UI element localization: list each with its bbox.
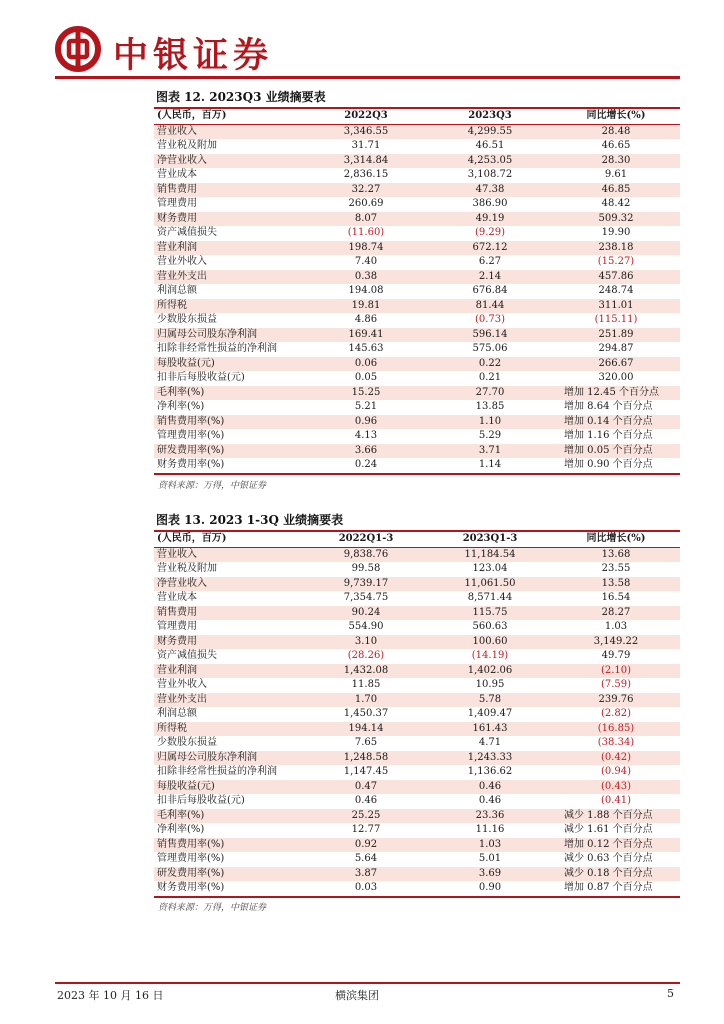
table-cell: 12.77 [351, 824, 381, 835]
table-cell: 13.85 [475, 401, 505, 412]
table-cell: 28.30 [601, 154, 631, 166]
row-label: 营业外支出 [157, 270, 207, 282]
row-label: 营业成本 [157, 592, 197, 603]
table-header-row [154, 531, 680, 547]
row-label: 销售费用 [157, 606, 197, 618]
table-cell: 251.89 [598, 328, 634, 340]
table-row [154, 168, 680, 183]
table-row [154, 342, 680, 357]
row-label: 净利率(%) [157, 401, 205, 412]
table-cell: 增加 0.14 个百分点 [564, 415, 653, 427]
table-row [154, 562, 680, 577]
table-cell: 169.41 [348, 328, 384, 340]
table-row [154, 241, 680, 256]
footer-divider [55, 982, 680, 984]
row-label: 净营业收入 [157, 577, 207, 589]
table-cell: 145.63 [348, 343, 384, 354]
table-cell: 4,299.55 [467, 125, 513, 137]
table-cell: 减少 0.18 个百分点 [564, 867, 653, 879]
row-label: 财务费用 [157, 212, 197, 224]
row-label: 管理费用率(%) [157, 853, 225, 864]
table-cell: 260.69 [348, 198, 384, 209]
table-cell: 28.48 [601, 125, 631, 137]
table-cell: 1,450.37 [343, 708, 389, 719]
table-cell: 11.16 [475, 824, 505, 835]
table-cell: 1.70 [354, 693, 378, 705]
row-label: 利润总额 [157, 708, 197, 719]
table-cell: 3.69 [478, 867, 502, 879]
table-cell: (0.73) [474, 314, 506, 325]
table-cell: 46.51 [475, 140, 505, 151]
table-cell: (2.82) [600, 708, 632, 719]
row-label: 管理费用率(%) [157, 430, 225, 441]
table-row [154, 765, 680, 780]
table-cell: (0.41) [600, 795, 632, 806]
table-cell: 386.90 [472, 198, 508, 209]
table-cell: 3,346.55 [343, 125, 389, 137]
table-cell: 增加 12.45 个百分点 [564, 386, 659, 398]
table-cell: (2.10) [600, 664, 632, 676]
table-cell: 560.63 [472, 621, 508, 632]
table-cell: 672.12 [472, 241, 508, 253]
table-row [154, 313, 680, 328]
row-label: 毛利率(%) [157, 809, 205, 821]
table-cell: 25.25 [351, 809, 381, 821]
row-label: 营业外收入 [157, 679, 207, 690]
column-header: 2023Q1-3 [428, 531, 552, 547]
row-label: 研发费用率(%) [157, 867, 225, 879]
table-cell: 0.92 [354, 838, 378, 850]
table-row [154, 429, 680, 444]
table-row [154, 328, 680, 343]
source-note: 资料来源：万得，中银证券 [158, 481, 267, 491]
table-row [154, 823, 680, 838]
table-cell: 90.24 [351, 606, 381, 618]
row-label: 归属母公司股东净利润 [157, 751, 257, 763]
row-label: 净营业收入 [157, 154, 207, 166]
table-cell: 1.03 [478, 838, 502, 850]
bank-of-china-logo-icon [55, 26, 101, 72]
row-label: 财务费用率(%) [157, 882, 225, 893]
table-cell: 3.87 [354, 867, 378, 879]
table-cell: 减少 1.88 个百分点 [564, 809, 653, 821]
table-cell: 575.06 [472, 343, 508, 354]
source-note: 资料来源：万得，中银证券 [158, 903, 267, 913]
table-row [154, 371, 680, 386]
table-cell: 320.00 [598, 372, 634, 383]
row-label: 扣除非经常性损益的净利润 [157, 343, 277, 354]
table-cell: 7,354.75 [343, 592, 389, 603]
table-cell: 15.25 [351, 386, 381, 398]
column-header: 同比增长(%) [552, 108, 680, 124]
table-row [154, 124, 680, 139]
row-label: 财务费用率(%) [157, 459, 225, 470]
table-cell: 增加 0.05 个百分点 [564, 444, 653, 456]
table-cell: (28.26) [347, 650, 385, 661]
row-label: 扣非后每股收益(元) [157, 795, 245, 806]
row-label: 销售费用 [157, 183, 197, 195]
table-row [154, 226, 680, 241]
table-cell: 5.29 [478, 430, 502, 441]
table-row [154, 664, 680, 679]
table-cell: 19.90 [601, 227, 631, 238]
table-cell: 1,432.08 [343, 664, 389, 676]
row-label: 净利率(%) [157, 824, 205, 835]
table-cell: 0.96 [354, 415, 378, 427]
table-cell: 248.74 [598, 285, 634, 296]
column-header: 2022Q3 [304, 108, 428, 124]
table-row [154, 620, 680, 635]
table-cell: 3.66 [354, 444, 378, 456]
table-cell: 123.04 [472, 563, 508, 574]
table-row [154, 577, 680, 592]
row-label: 营业外收入 [157, 256, 207, 267]
table-cell: 0.47 [354, 780, 378, 792]
table-cell: 3,149.22 [593, 635, 639, 647]
table-cell: 1,409.47 [467, 708, 513, 719]
row-label: 资产减值损失 [157, 227, 217, 238]
q1-3-summary-table [154, 530, 680, 898]
company-name: 横滨集团 [335, 989, 379, 1002]
column-header: 2022Q1-3 [304, 531, 428, 547]
table-row [154, 794, 680, 809]
table-cell: 23.36 [475, 809, 505, 821]
row-label: 扣非后每股收益(元) [157, 372, 245, 383]
table-row [154, 386, 680, 401]
row-label: 利润总额 [157, 285, 197, 296]
table-cell: 10.95 [475, 679, 505, 690]
table-cell: (0.43) [600, 780, 632, 792]
table-row [154, 606, 680, 621]
header-divider [55, 76, 680, 79]
table-cell: 8,571.44 [467, 592, 513, 603]
table-row [154, 444, 680, 459]
row-label: 营业外支出 [157, 693, 207, 705]
table-row [154, 809, 680, 824]
table-cell: 3.71 [478, 444, 502, 456]
table-cell: 46.65 [601, 140, 631, 151]
table-cell: 3,108.72 [467, 169, 513, 180]
table-cell: 48.42 [601, 198, 631, 209]
table-cell: 4.71 [478, 737, 502, 748]
table-cell: 266.67 [598, 357, 634, 369]
table-cell: 4.86 [354, 314, 378, 325]
table-cell: 294.87 [598, 343, 634, 354]
table-row [154, 736, 680, 751]
report-date: 2023 年 10 月 16 日 [57, 989, 164, 1002]
column-header: 同比增长(%) [552, 531, 680, 547]
table-cell: 8.07 [354, 212, 378, 224]
table-cell: 增加 0.12 个百分点 [564, 838, 653, 850]
table-cell: 3,314.84 [343, 154, 389, 166]
table-cell: 6.27 [478, 256, 502, 267]
row-label: 每股收益(元) [157, 357, 215, 369]
table-cell: 509.32 [598, 212, 634, 224]
table-cell: 增加 0.90 个百分点 [564, 459, 653, 470]
table-row [154, 255, 680, 270]
row-label: 营业收入 [157, 125, 197, 137]
table-cell: 11.85 [351, 679, 381, 690]
table-cell: 161.43 [472, 722, 508, 734]
page-number: 5 [667, 987, 674, 1000]
row-label: 销售费用率(%) [157, 415, 225, 427]
table-cell: 0.03 [354, 882, 378, 893]
table-row [154, 678, 680, 693]
table-cell: 99.58 [351, 563, 381, 574]
table-cell: 11,184.54 [464, 548, 516, 560]
row-label: 管理费用 [157, 621, 197, 632]
table-cell: 32.27 [351, 183, 381, 195]
table-row [154, 707, 680, 722]
table-cell: 0.21 [478, 372, 502, 383]
table-cell: 减少 1.61 个百分点 [564, 824, 653, 835]
table-cell: 0.46 [354, 795, 378, 806]
table-cell: 554.90 [348, 621, 384, 632]
table-cell: 198.74 [348, 241, 384, 253]
table-cell: 49.79 [601, 650, 631, 661]
row-label: 营业收入 [157, 548, 197, 560]
table-cell: 49.19 [475, 212, 505, 224]
brand-name: 中银证券 [113, 35, 274, 76]
row-label: 营业成本 [157, 169, 197, 180]
table-cell: 194.14 [348, 722, 384, 734]
table-row [154, 649, 680, 664]
table-cell: 增加 0.87 个百分点 [564, 882, 653, 893]
table-row [154, 867, 680, 882]
row-label: 所得税 [157, 299, 187, 311]
table-row [154, 693, 680, 708]
row-label: 扣除非经常性损益的净利润 [157, 766, 277, 777]
table-cell: 增加 1.16 个百分点 [564, 430, 653, 441]
table-cell: (15.27) [597, 256, 635, 267]
table-cell: (0.42) [600, 751, 632, 763]
table-cell: 238.18 [598, 241, 634, 253]
figure-12-title: 图表 12. 2023Q3 业绩摘要表 [156, 90, 326, 104]
table-row [154, 270, 680, 285]
table-cell: 0.46 [478, 780, 502, 792]
table-row [154, 284, 680, 299]
table-cell: (38.34) [597, 737, 635, 748]
table-row [154, 838, 680, 853]
table-cell: 46.85 [601, 183, 631, 195]
table-cell: 减少 0.63 个百分点 [564, 853, 653, 864]
table-cell: 7.40 [354, 256, 378, 267]
table-cell: 23.55 [601, 563, 631, 574]
table-cell: 676.84 [472, 285, 508, 296]
table-cell: 19.81 [351, 299, 381, 311]
table-cell: 27.70 [475, 386, 505, 398]
table-cell: (16.85) [597, 722, 635, 734]
table-cell: 115.75 [472, 606, 508, 618]
column-header: 2023Q3 [428, 108, 552, 124]
table-cell: (0.94) [600, 766, 632, 777]
table-cell: 3.10 [354, 635, 378, 647]
row-label: 营业利润 [157, 664, 197, 676]
table-row [154, 400, 680, 415]
table-row [154, 722, 680, 737]
table-cell: 4.13 [354, 430, 378, 441]
table-cell: 1,136.62 [467, 766, 513, 777]
table-cell: 81.44 [475, 299, 505, 311]
column-header: (人民币，百万) [154, 108, 304, 124]
row-label: 归属母公司股东净利润 [157, 328, 257, 340]
table-cell: 1.03 [604, 621, 628, 632]
table-cell: 311.01 [598, 299, 634, 311]
table-cell: 9,739.17 [343, 577, 389, 589]
table-cell: (9.29) [474, 227, 506, 238]
row-label: 销售费用率(%) [157, 838, 225, 850]
row-label: 少数股东损益 [157, 314, 217, 325]
table-cell: 16.54 [601, 592, 631, 603]
table-cell: 31.71 [351, 140, 381, 151]
table-row [154, 212, 680, 227]
table-cell: 1,248.58 [343, 751, 389, 763]
table-cell: 5.21 [354, 401, 378, 412]
row-label: 管理费用 [157, 198, 197, 209]
table-cell: 7.65 [354, 737, 378, 748]
figure-13-title: 图表 13. 2023 1-3Q 业绩摘要表 [156, 513, 344, 527]
table-row [154, 139, 680, 154]
column-header: (人民币，百万) [154, 531, 304, 547]
table-cell: 增加 8.64 个百分点 [564, 401, 653, 412]
table-header-row [154, 108, 680, 124]
table-cell: 1.14 [478, 459, 502, 470]
table-cell: (11.60) [347, 227, 385, 238]
table-cell: 47.38 [475, 183, 505, 195]
table-cell: (7.59) [600, 679, 632, 690]
table-row [154, 881, 680, 897]
table-cell: 194.08 [348, 285, 384, 296]
table-cell: 13.58 [601, 577, 631, 589]
table-cell: 1,402.06 [467, 664, 513, 676]
table-row [154, 547, 680, 562]
row-label: 所得税 [157, 722, 187, 734]
table-cell: 239.76 [598, 693, 634, 705]
row-label: 财务费用 [157, 635, 197, 647]
table-cell: 2.14 [478, 270, 502, 282]
table-cell: 2,836.15 [343, 169, 389, 180]
table-cell: 0.90 [478, 882, 502, 893]
table-row [154, 458, 680, 474]
table-cell: 28.27 [601, 606, 631, 618]
row-label: 每股收益(元) [157, 780, 215, 792]
table-cell: (115.11) [594, 314, 638, 325]
row-label: 营业税及附加 [157, 563, 217, 574]
table-row [154, 154, 680, 169]
table-cell: 0.38 [354, 270, 378, 282]
table-cell: 13.68 [601, 548, 631, 560]
table-cell: 9,838.76 [343, 548, 389, 560]
table-cell: 1,147.45 [343, 766, 389, 777]
table-cell: 100.60 [472, 635, 508, 647]
table-cell: 0.24 [354, 459, 378, 470]
table-cell: 1.10 [478, 415, 502, 427]
table-row [154, 357, 680, 372]
table-cell: 0.06 [354, 357, 378, 369]
table-cell: 4,253.05 [467, 154, 513, 166]
row-label: 少数股东损益 [157, 737, 217, 748]
table-row [154, 197, 680, 212]
table-row [154, 852, 680, 867]
table-row [154, 635, 680, 650]
row-label: 毛利率(%) [157, 386, 205, 398]
table-cell: 9.61 [604, 169, 628, 180]
row-label: 资产减值损失 [157, 650, 217, 661]
table-cell: (14.19) [471, 650, 509, 661]
table-row [154, 591, 680, 606]
row-label: 营业税及附加 [157, 140, 217, 151]
table-cell: 5.64 [354, 853, 378, 864]
table-row [154, 299, 680, 314]
table-cell: 0.05 [354, 372, 378, 383]
table-cell: 457.86 [598, 270, 634, 282]
table-row [154, 780, 680, 795]
table-row [154, 751, 680, 766]
row-label: 研发费用率(%) [157, 444, 225, 456]
table-cell: 1,243.33 [467, 751, 513, 763]
table-row [154, 415, 680, 430]
table-cell: 0.46 [478, 795, 502, 806]
q3-summary-table [154, 107, 680, 475]
table-row [154, 183, 680, 198]
table-cell: 5.78 [478, 693, 502, 705]
table-cell: 0.22 [478, 357, 502, 369]
table-cell: 11,061.50 [464, 577, 516, 589]
table-cell: 596.14 [472, 328, 508, 340]
row-label: 营业利润 [157, 241, 197, 253]
table-cell: 5.01 [478, 853, 502, 864]
